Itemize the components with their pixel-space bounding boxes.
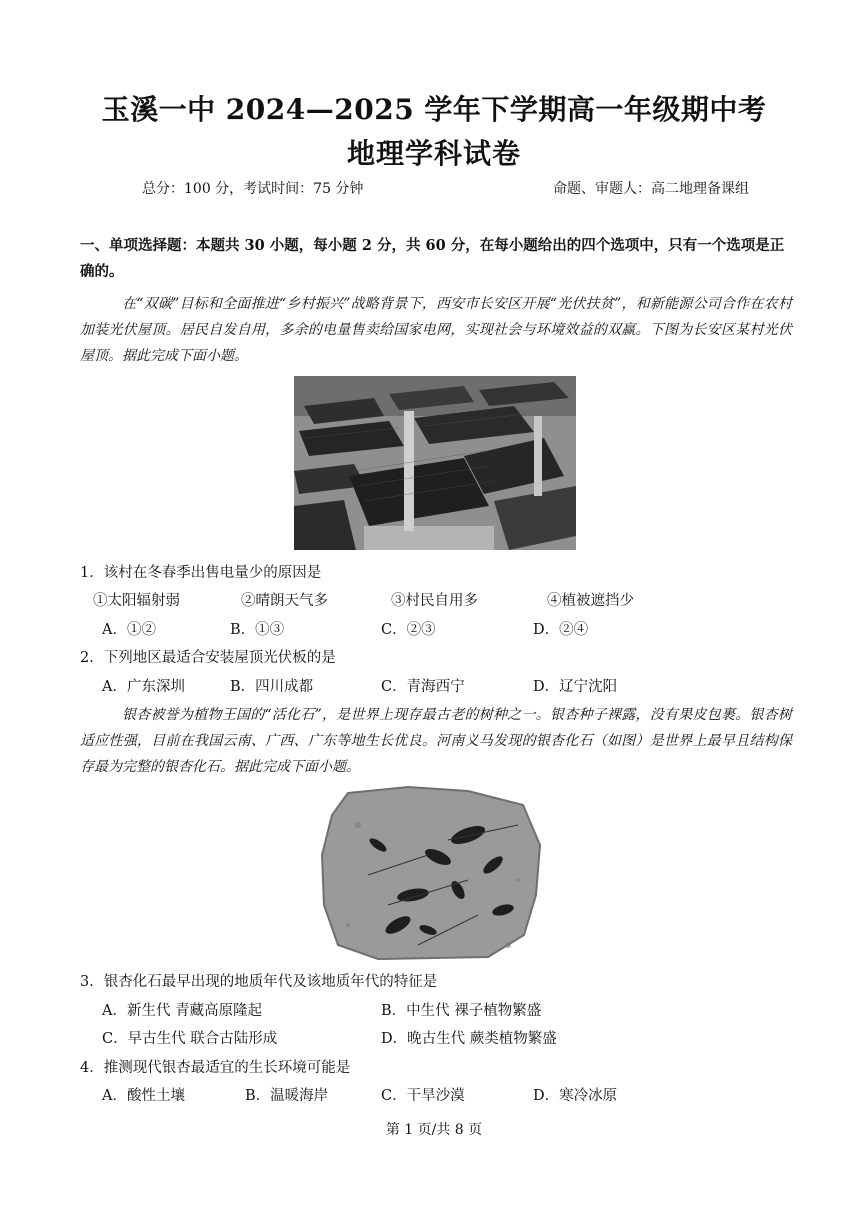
q2-option-c[interactable]: C．青海西宁: [381, 679, 465, 695]
q1-option-c[interactable]: C．②③: [381, 622, 436, 638]
exam-authors: 命题、审题人：高二地理备课组: [553, 181, 749, 197]
q1-item: ③村民自用多: [391, 593, 478, 609]
question-3-stem: 3．银杏化石最早出现的地质年代及该地质年代的特征是: [80, 974, 438, 990]
q4-option-d[interactable]: D．寒冷冰原: [533, 1088, 618, 1104]
q2-option-b[interactable]: B．四川成都: [230, 679, 314, 695]
q3-option-d[interactable]: D．晚古生代 蕨类植物繁盛: [381, 1031, 557, 1047]
q4-option-c[interactable]: C．干旱沙漠: [381, 1088, 465, 1104]
question-4-stem: 4．推测现代银杏最适宜的生长环境可能是: [80, 1060, 351, 1076]
ginkgo-fossil-photo: [318, 785, 544, 961]
solar-roof-photo: [294, 376, 576, 550]
q1-item: ①太阳辐射弱: [93, 593, 180, 609]
q3-option-a[interactable]: A．新生代 青藏高原隆起: [102, 1003, 263, 1019]
exam-title-line2: 地理学科试卷: [346, 137, 521, 170]
section-heading: 一、单项选择题：本题共 30 小题，每小题 2 分，共 60 分，在每小题给出的四个选项中，只有一个选项是正确的。: [80, 237, 785, 280]
q4-option-a[interactable]: A．酸性土壤: [102, 1088, 185, 1104]
page-number: 第 1 页/共 8 页: [385, 1122, 483, 1138]
q2-option-d[interactable]: D．辽宁沈阳: [533, 679, 618, 695]
question-1-stem: 1．该村在冬春季出售电量少的原因是: [80, 565, 322, 581]
q2-option-a[interactable]: A．广东深圳: [102, 679, 185, 695]
q1-option-d[interactable]: D．②④: [533, 622, 589, 638]
q1-option-a[interactable]: A．①②: [102, 622, 156, 638]
q1-item: ②晴朗天气多: [241, 593, 328, 609]
question-2-stem: 2．下列地区最适合安装屋顶光伏板的是: [80, 650, 336, 666]
exam-title-line1: 玉溪一中 2024—2025 学年下学期高一年级期中考: [101, 93, 767, 126]
q1-item: ④植被遮挡少: [547, 593, 634, 609]
q3-option-b[interactable]: B．中生代 裸子植物繁盛: [381, 1003, 542, 1019]
passage-solar: 在“双碳”目标和全面推进“乡村振兴”战略背景下，西安市长安区开展“光伏扶贫”，和新能源公司合作在农村加装光伏屋顶。居民自发自用，多余的电量售卖给国家电网，实现社会与环境效益的双赢。下图为长安区某村光伏屋顶。据此完成下面小题。: [80, 296, 792, 364]
passage-ginkgo: 银杏被誉为植物王国的“活化石”，是世界上现存最古老的树种之一。银杏种子裸露，没有果皮包裹。银杏树适应性强，目前在我国云南、广西、广东等地生长优良。河南义马发现的银杏化石（如图）是世界上最早且结构保存最为完整的银杏化石。据此完成下面小题。: [80, 707, 792, 775]
q4-option-b[interactable]: B．温暖海岸: [245, 1088, 329, 1104]
q3-option-c[interactable]: C．早古生代 联合古陆形成: [102, 1031, 278, 1047]
exam-score-time: 总分：100 分，考试时间：75 分钟: [142, 181, 364, 197]
q1-option-b[interactable]: B．①③: [230, 622, 285, 638]
